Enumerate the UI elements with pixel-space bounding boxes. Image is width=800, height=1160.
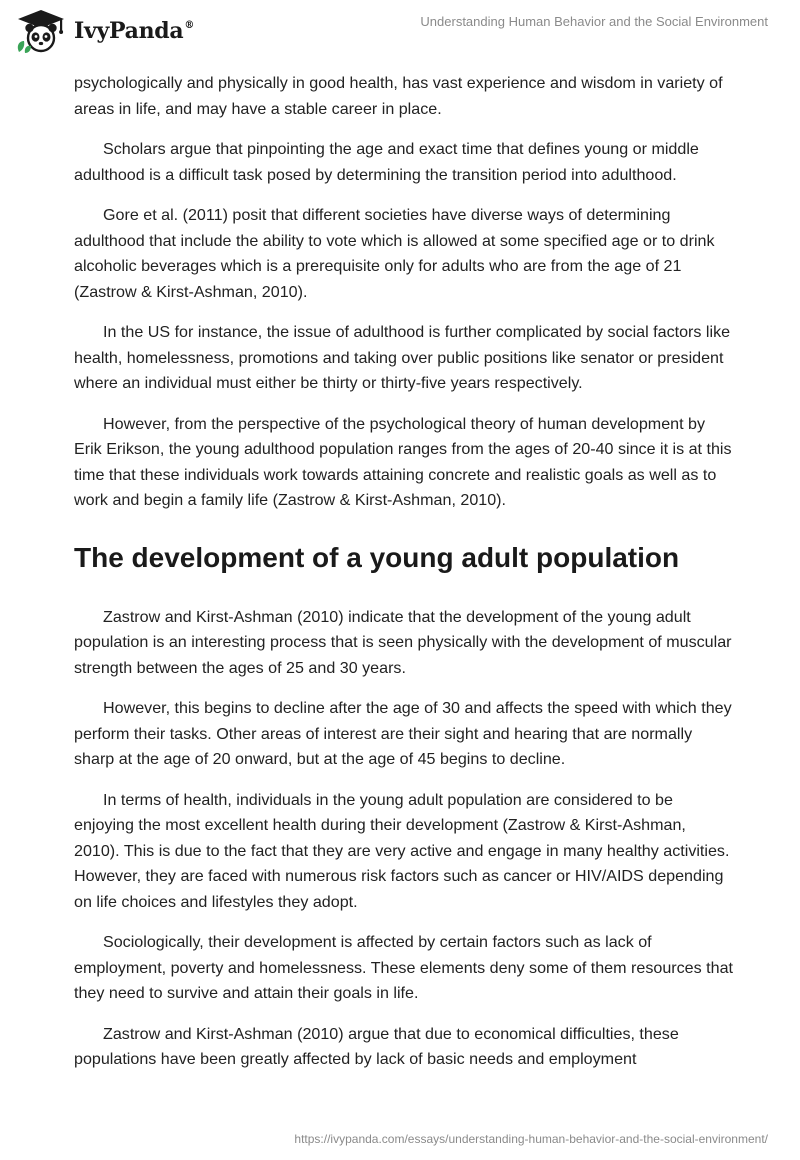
panda-graduate-icon xyxy=(14,8,68,54)
paragraph: Sociologically, their development is affected by certain factors such as lack of employment, poverty and homelessness. These elements deny some of them resources that they need to survive and attain their goals in life. xyxy=(74,933,733,1002)
paragraph: Scholars argue that pinpointing the age and exact time that defines young or middle adulthood is a difficult task posed by determining the transition period into adulthood. xyxy=(74,140,699,184)
paragraph: Gore et al. (2011) posit that different societies have diverse ways of determining adulthood that include the ability to vote which is allowed at some specified age or to drink alcoholic beverages which is a prerequisite only for adults who are from the age of 21 (Zastrow & Kirst-Ashman, 2010). xyxy=(74,206,715,301)
paragraph: Zastrow and Kirst-Ashman (2010) indicate that the development of the young adult population is an interesting process that is seen physically with the development of muscular strength between the ages of 25 and 30 years. xyxy=(74,607,732,677)
paragraph: In the US for instance, the issue of adulthood is further complicated by social factors like health, homelessness, promotions and taking over public positions like senator or president where an individual must either be thirty or thirty-five years respectively. xyxy=(74,323,731,392)
paragraph: psychologically and physically in good health, has vast experience and wisdom in variety of areas in life, and may have a stable career in place. xyxy=(74,74,723,118)
brand-name: IvyPanda® xyxy=(74,18,195,44)
section-heading: The development of a young adult population xyxy=(74,541,680,573)
paragraph: In terms of health, individuals in the young adult population are considered to be enjoying the most excellent health during their development (Zastrow & Kirst-Ashman, 2010). This is due to the fact that they are very active and engage in many healthy activities. However, they are faced with numerous risk factors such as cancer or HIV/AIDS depending on life choices and lifestyles they adopt. xyxy=(74,790,730,911)
ivypanda-logo[interactable] xyxy=(14,8,194,54)
paragraph: Zastrow and Kirst-Ashman (2010) argue that due to economical difficulties, these populations have been greatly affected by lack of basic needs and employment xyxy=(74,1024,679,1068)
paragraph: However, from the perspective of the psychological theory of human development by Erik Erikson, the young adulthood population ranges from the ages of 20-40 since it is at this time that these individuals work towards attaining concrete and realistic goals as well as to work and begin a family life (Zastrow & Kirst-Ashman, 2010). xyxy=(74,414,732,509)
essay-body xyxy=(74,71,734,1088)
page-header xyxy=(0,0,800,62)
registered-mark: ® xyxy=(184,19,195,31)
source-url[interactable]: https://ivypanda.com/essays/understanding-human-behavior-and-the-social-environment/ xyxy=(294,1132,768,1146)
document-title: Understanding Human Behavior and the Social Environment xyxy=(420,14,768,29)
paragraph: However, this begins to decline after the age of 30 and affects the speed with which they perform their tasks. Other areas of interest are their sight and hearing that are normally sharp at the age of 20 onward, but at the age of 45 begins to decline. xyxy=(74,699,732,768)
